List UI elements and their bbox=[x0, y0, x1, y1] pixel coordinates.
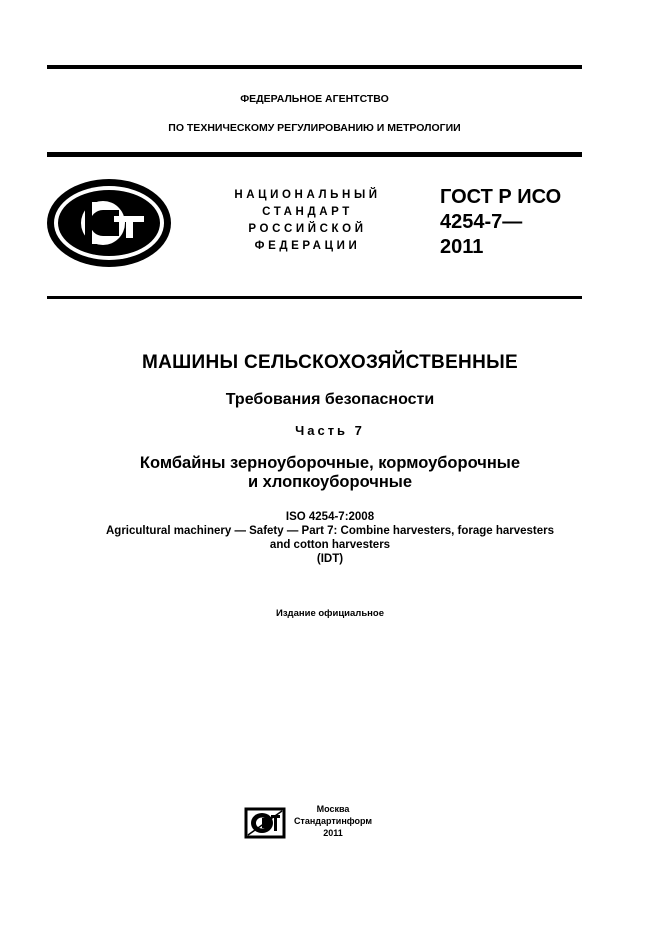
publisher-block bbox=[290, 803, 376, 839]
national-standard-line-2: СТАНДАРТ bbox=[262, 206, 353, 218]
national-standard-line-4: ФЕДЕРАЦИИ bbox=[254, 240, 361, 252]
edition-note: Издание официальное bbox=[276, 608, 384, 619]
rst-certification-logo-icon bbox=[44, 176, 174, 270]
iso-reference-line-2: Agricultural machinery — Safety — Part 7: Combine harvesters, forage harvesters bbox=[105, 525, 555, 537]
agency-line-2: ПО ТЕХНИЧЕСКОМУ РЕГУЛИРОВАНИЮ И МЕТРОЛОГИИ bbox=[168, 122, 461, 134]
designation-line-2: 4254-7— bbox=[440, 211, 523, 233]
publisher-city: Москва bbox=[316, 804, 350, 814]
publisher-year: 2011 bbox=[323, 828, 343, 838]
part-title bbox=[40, 454, 620, 492]
bottom-rule bbox=[47, 296, 582, 299]
top-rule bbox=[47, 65, 582, 69]
iso-reference bbox=[40, 510, 620, 566]
iso-reference-line-4: (IDT) bbox=[316, 553, 344, 565]
national-standard-line-3: РОССИЙСКОЙ bbox=[248, 223, 367, 235]
part-number: Часть 7 bbox=[295, 423, 365, 438]
designation-line-1: ГОСТ Р ИСО bbox=[440, 186, 562, 208]
agency-line-1: ФЕДЕРАЛЬНОЕ АГЕНТСТВО bbox=[240, 93, 389, 105]
iso-reference-line-3: and cotton harvesters bbox=[269, 539, 391, 551]
standard-designation bbox=[440, 185, 561, 260]
standartinform-logo-icon bbox=[244, 807, 286, 839]
publisher-name: Стандартинформ bbox=[293, 816, 373, 826]
document-subtitle: Требования безопасности bbox=[225, 391, 435, 408]
iso-reference-line-1: ISO 4254-7:2008 bbox=[285, 511, 375, 523]
document-title: МАШИНЫ СЕЛЬСКОХОЗЯЙСТВЕННЫЕ bbox=[142, 352, 518, 373]
national-standard-line-1: НАЦИОНАЛЬНЫЙ bbox=[234, 189, 381, 201]
part-title-line-1: Комбайны зерноуборочные, кормоуборочные bbox=[139, 454, 521, 472]
designation-line-3: 2011 bbox=[440, 236, 484, 258]
middle-rule bbox=[47, 152, 582, 157]
part-title-line-2: и хлопкоуборочные bbox=[247, 473, 413, 491]
